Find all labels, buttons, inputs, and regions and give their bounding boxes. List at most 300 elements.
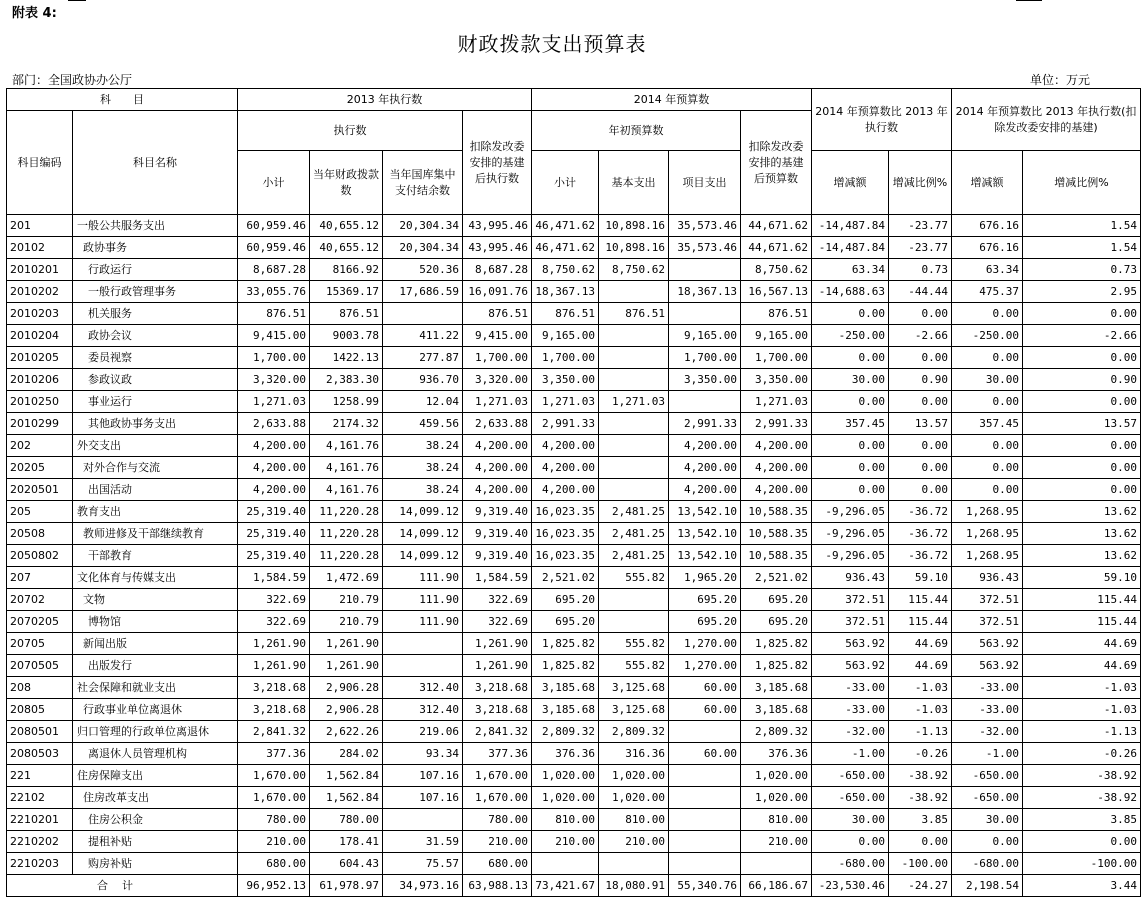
table-row	[7, 611, 1141, 633]
value-cell: 111.90	[383, 589, 463, 611]
table-row	[7, 501, 1141, 523]
value-cell: 936.70	[383, 369, 463, 391]
value-cell: 372.51	[812, 589, 889, 611]
value-cell: 555.82	[599, 633, 669, 655]
subject-code-cell: 20702	[7, 589, 73, 611]
value-cell: -680.00	[952, 853, 1023, 875]
value-cell: 1,700.00	[463, 347, 532, 369]
subject-name-cell: 出国活动	[73, 479, 238, 501]
total-value-cell: 55,340.76	[669, 875, 741, 897]
subject-name-cell: 离退休人员管理机构	[73, 743, 238, 765]
table-row	[7, 567, 1141, 589]
value-cell: 357.45	[952, 413, 1023, 435]
value-cell: 44,671.62	[741, 215, 812, 237]
value-cell: 0.00	[889, 303, 952, 325]
value-cell: -33.00	[812, 699, 889, 721]
value-cell: -650.00	[812, 787, 889, 809]
value-cell: 0.00	[889, 479, 952, 501]
value-cell: 0.00	[889, 435, 952, 457]
value-cell: 676.16	[952, 215, 1023, 237]
value-cell: 1,965.20	[669, 567, 741, 589]
value-cell: -33.00	[952, 677, 1023, 699]
value-cell: 1,670.00	[238, 787, 310, 809]
value-cell	[669, 831, 741, 853]
value-cell: 14,099.12	[383, 501, 463, 523]
corner-line-left	[68, 0, 86, 1]
subject-code-cell: 2010250	[7, 391, 73, 413]
header-budget-excl: 扣除发改委安排的基建后预算数	[741, 111, 812, 215]
value-cell	[669, 765, 741, 787]
unit-label: 单位：万元	[1029, 73, 1090, 87]
value-cell: 4,200.00	[741, 457, 812, 479]
value-cell: 4,200.00	[532, 457, 599, 479]
value-cell: 695.20	[669, 589, 741, 611]
header-2014-budget: 2014 年预算数	[532, 89, 812, 111]
value-cell: 8,750.62	[599, 259, 669, 281]
value-cell: 377.36	[238, 743, 310, 765]
value-cell: 2,809.32	[532, 721, 599, 743]
value-cell: 13,542.10	[669, 501, 741, 523]
table-row	[7, 589, 1141, 611]
value-cell: 0.00	[889, 457, 952, 479]
subject-name-cell: 教育支出	[73, 501, 238, 523]
value-cell	[669, 809, 741, 831]
subject-code-cell: 2210201	[7, 809, 73, 831]
value-cell: 3,125.68	[599, 677, 669, 699]
value-cell: 0.00	[952, 303, 1023, 325]
value-cell: -23.77	[889, 237, 952, 259]
value-cell: 9,165.00	[532, 325, 599, 347]
value-cell: 2,521.02	[741, 567, 812, 589]
value-cell	[599, 853, 669, 875]
value-cell: -250.00	[952, 325, 1023, 347]
value-cell: 322.69	[238, 611, 310, 633]
value-cell: 1,270.00	[669, 655, 741, 677]
value-cell: 1,020.00	[741, 787, 812, 809]
value-cell: -250.00	[812, 325, 889, 347]
value-cell: 3,350.00	[532, 369, 599, 391]
value-cell: 12.04	[383, 391, 463, 413]
value-cell: 11,220.28	[310, 523, 383, 545]
value-cell: 810.00	[532, 809, 599, 831]
value-cell: 17,686.59	[383, 281, 463, 303]
value-cell: 2174.32	[310, 413, 383, 435]
value-cell: 0.00	[812, 391, 889, 413]
subject-code-cell: 20508	[7, 523, 73, 545]
value-cell: 115.44	[889, 611, 952, 633]
value-cell	[599, 281, 669, 303]
subject-name-cell: 行政事业单位离退休	[73, 699, 238, 721]
value-cell: -650.00	[812, 765, 889, 787]
value-cell: 680.00	[238, 853, 310, 875]
value-cell: 563.92	[812, 655, 889, 677]
table-row	[7, 633, 1141, 655]
value-cell: 0.00	[812, 347, 889, 369]
value-cell: 2,633.88	[238, 413, 310, 435]
value-cell: 0.00	[1023, 831, 1141, 853]
value-cell: 1,562.84	[310, 787, 383, 809]
value-cell: 210.00	[463, 831, 532, 853]
value-cell: 10,588.35	[741, 545, 812, 567]
value-cell: 0.00	[812, 435, 889, 457]
value-cell: 1,825.82	[532, 655, 599, 677]
budget-table	[6, 88, 1141, 897]
value-cell: -14,487.84	[812, 215, 889, 237]
value-cell: 9,165.00	[669, 325, 741, 347]
value-cell: -2.66	[889, 325, 952, 347]
subject-code-cell: 2070205	[7, 611, 73, 633]
value-cell: 8166.92	[310, 259, 383, 281]
value-cell: 111.90	[383, 611, 463, 633]
subject-name-cell: 教师进修及干部继续教育	[73, 523, 238, 545]
value-cell: 14,099.12	[383, 545, 463, 567]
subject-name-cell: 文化体育与传媒支出	[73, 567, 238, 589]
value-cell: 107.16	[383, 765, 463, 787]
subject-code-cell: 2080503	[7, 743, 73, 765]
value-cell: 9,319.40	[463, 545, 532, 567]
value-cell: 219.06	[383, 721, 463, 743]
value-cell: 16,023.35	[532, 523, 599, 545]
value-cell: 876.51	[310, 303, 383, 325]
value-cell: -650.00	[952, 787, 1023, 809]
value-cell	[599, 457, 669, 479]
value-cell: 1,261.90	[238, 633, 310, 655]
value-cell: 2,991.33	[669, 413, 741, 435]
value-cell: 0.00	[952, 391, 1023, 413]
table-row	[7, 391, 1141, 413]
value-cell: 316.36	[599, 743, 669, 765]
value-cell: 1,268.95	[952, 545, 1023, 567]
value-cell: 322.69	[463, 611, 532, 633]
value-cell: -680.00	[812, 853, 889, 875]
total-value-cell: 63,988.13	[463, 875, 532, 897]
value-cell: 14,099.12	[383, 523, 463, 545]
subject-name-cell: 社会保障和就业支出	[73, 677, 238, 699]
subject-code-cell: 2010204	[7, 325, 73, 347]
value-cell: 210.79	[310, 589, 383, 611]
value-cell: 13.57	[1023, 413, 1141, 435]
value-cell: 1,261.90	[310, 633, 383, 655]
value-cell: 0.00	[812, 303, 889, 325]
value-cell: 1,271.03	[599, 391, 669, 413]
value-cell: 1,584.59	[463, 567, 532, 589]
value-cell: 3,185.68	[532, 677, 599, 699]
value-cell: 2,906.28	[310, 677, 383, 699]
value-cell: 0.73	[889, 259, 952, 281]
subject-code-cell: 20205	[7, 457, 73, 479]
value-cell: 0.00	[1023, 303, 1141, 325]
subject-code-cell: 2020501	[7, 479, 73, 501]
value-cell: 9,319.40	[463, 523, 532, 545]
subject-code-cell: 2010206	[7, 369, 73, 391]
value-cell	[383, 633, 463, 655]
value-cell: -36.72	[889, 545, 952, 567]
value-cell: 1,020.00	[599, 765, 669, 787]
subject-code-cell: 205	[7, 501, 73, 523]
value-cell: 372.51	[952, 589, 1023, 611]
value-cell: -38.92	[889, 765, 952, 787]
corner-line-right	[1016, 0, 1042, 1]
table-row	[7, 369, 1141, 391]
value-cell	[669, 787, 741, 809]
value-cell: 9,319.40	[463, 501, 532, 523]
value-cell: 75.57	[383, 853, 463, 875]
table-row	[7, 655, 1141, 677]
value-cell: 10,588.35	[741, 501, 812, 523]
value-cell: 372.51	[812, 611, 889, 633]
value-cell: 3.85	[1023, 809, 1141, 831]
value-cell: 46,471.62	[532, 237, 599, 259]
value-cell: 0.00	[889, 831, 952, 853]
value-cell: 20,304.34	[383, 237, 463, 259]
header-compare-exec-excl: 2014 年预算数比 2013 年执行数(扣除发改委安排的基建)	[952, 89, 1141, 151]
subject-code-cell: 2210202	[7, 831, 73, 853]
value-cell: -1.13	[889, 721, 952, 743]
value-cell: 3,218.68	[463, 699, 532, 721]
value-cell: 115.44	[1023, 589, 1141, 611]
value-cell: 4,200.00	[238, 457, 310, 479]
value-cell: 44,671.62	[741, 237, 812, 259]
total-value-cell: 73,421.67	[532, 875, 599, 897]
value-cell: 322.69	[463, 589, 532, 611]
subject-name-cell: 出版发行	[73, 655, 238, 677]
subject-code-cell: 2010203	[7, 303, 73, 325]
value-cell: 44.69	[889, 655, 952, 677]
value-cell: 9003.78	[310, 325, 383, 347]
value-cell: 40,655.12	[310, 215, 383, 237]
value-cell: 30.00	[812, 369, 889, 391]
value-cell	[383, 655, 463, 677]
total-value-cell: 66,186.67	[741, 875, 812, 897]
value-cell: -100.00	[1023, 853, 1141, 875]
header-subtotal-2013: 小计	[238, 151, 310, 215]
value-cell: 9,415.00	[238, 325, 310, 347]
value-cell: 8,750.62	[741, 259, 812, 281]
value-cell: 695.20	[669, 611, 741, 633]
value-cell: -1.13	[1023, 721, 1141, 743]
table-row	[7, 699, 1141, 721]
value-cell: 2,809.32	[741, 721, 812, 743]
value-cell: 1,268.95	[952, 501, 1023, 523]
subject-name-cell: 购房补贴	[73, 853, 238, 875]
subject-name-cell: 住房保障支出	[73, 765, 238, 787]
value-cell: 376.36	[532, 743, 599, 765]
value-cell: 284.02	[310, 743, 383, 765]
value-cell: 695.20	[532, 589, 599, 611]
value-cell: 2,991.33	[532, 413, 599, 435]
subject-code-cell: 20102	[7, 237, 73, 259]
value-cell: 2,481.25	[599, 545, 669, 567]
value-cell: 33,055.76	[238, 281, 310, 303]
value-cell: 63.34	[812, 259, 889, 281]
total-value-cell: 2,198.54	[952, 875, 1023, 897]
value-cell: 13.62	[1023, 545, 1141, 567]
subject-code-cell: 2010202	[7, 281, 73, 303]
table-row	[7, 743, 1141, 765]
value-cell: 3,320.00	[463, 369, 532, 391]
value-cell: 30.00	[812, 809, 889, 831]
value-cell: -23.77	[889, 215, 952, 237]
value-cell: 11,220.28	[310, 545, 383, 567]
department-label: 部门：全国政协办公厅	[12, 73, 133, 87]
value-cell: -38.92	[1023, 787, 1141, 809]
value-cell: 44.69	[889, 633, 952, 655]
value-cell: 0.00	[952, 347, 1023, 369]
value-cell: 555.82	[599, 567, 669, 589]
subject-code-cell: 221	[7, 765, 73, 787]
value-cell: 3,218.68	[238, 677, 310, 699]
value-cell: -38.92	[889, 787, 952, 809]
subject-name-cell: 文物	[73, 589, 238, 611]
value-cell: 210.00	[238, 831, 310, 853]
value-cell: 8,687.28	[238, 259, 310, 281]
subject-code-cell: 22102	[7, 787, 73, 809]
value-cell: 40,655.12	[310, 237, 383, 259]
table-row	[7, 215, 1141, 237]
value-cell: 0.00	[1023, 479, 1141, 501]
subject-name-cell: 一般行政管理事务	[73, 281, 238, 303]
value-cell: -9,296.05	[812, 523, 889, 545]
value-cell: 1.54	[1023, 237, 1141, 259]
header-change-ratio-1: 增减比例%	[889, 151, 952, 215]
value-cell: 695.20	[741, 589, 812, 611]
subject-code-cell: 2080501	[7, 721, 73, 743]
value-cell: 0.00	[812, 831, 889, 853]
value-cell: 10,898.16	[599, 215, 669, 237]
subject-name-cell: 博物馆	[73, 611, 238, 633]
value-cell: 4,161.76	[310, 479, 383, 501]
value-cell: 4,200.00	[669, 479, 741, 501]
value-cell: 377.36	[463, 743, 532, 765]
value-cell: 2,841.32	[463, 721, 532, 743]
value-cell: 0.00	[1023, 457, 1141, 479]
subject-name-cell: 行政运行	[73, 259, 238, 281]
value-cell: -36.72	[889, 501, 952, 523]
value-cell: 10,588.35	[741, 523, 812, 545]
value-cell: 1,020.00	[532, 787, 599, 809]
subject-name-cell: 参政议政	[73, 369, 238, 391]
table-row	[7, 545, 1141, 567]
subject-name-cell: 外交支出	[73, 435, 238, 457]
value-cell: 20,304.34	[383, 215, 463, 237]
value-cell: 1,270.00	[669, 633, 741, 655]
value-cell: 4,161.76	[310, 457, 383, 479]
value-cell	[532, 853, 599, 875]
header-change-amount-2: 增减额	[952, 151, 1023, 215]
value-cell: 0.90	[1023, 369, 1141, 391]
value-cell: 60.00	[669, 743, 741, 765]
value-cell: 357.45	[812, 413, 889, 435]
value-cell	[599, 413, 669, 435]
value-cell: 43,995.46	[463, 215, 532, 237]
value-cell: 0.00	[812, 479, 889, 501]
value-cell: 680.00	[463, 853, 532, 875]
value-cell: 2,906.28	[310, 699, 383, 721]
subject-name-cell: 政协会议	[73, 325, 238, 347]
table-row	[7, 413, 1141, 435]
value-cell	[669, 391, 741, 413]
value-cell: 411.22	[383, 325, 463, 347]
value-cell: 3,218.68	[463, 677, 532, 699]
subject-name-cell: 政协事务	[73, 237, 238, 259]
value-cell: 44.69	[1023, 655, 1141, 677]
value-cell: 1,700.00	[741, 347, 812, 369]
value-cell: 25,319.40	[238, 545, 310, 567]
value-cell: 1,825.82	[741, 655, 812, 677]
total-value-cell: 3.44	[1023, 875, 1141, 897]
value-cell	[383, 303, 463, 325]
value-cell: 2.95	[1023, 281, 1141, 303]
table-row	[7, 765, 1141, 787]
header-subject-name: 科目名称	[73, 111, 238, 215]
table-row	[7, 303, 1141, 325]
table-row	[7, 479, 1141, 501]
value-cell: 1,268.95	[952, 523, 1023, 545]
value-cell: 695.20	[741, 611, 812, 633]
total-label: 合计	[7, 875, 238, 897]
value-cell: 277.87	[383, 347, 463, 369]
value-cell: 210.00	[532, 831, 599, 853]
value-cell: 35,573.46	[669, 215, 741, 237]
value-cell: 3,125.68	[599, 699, 669, 721]
subject-name-cell: 一般公共服务支出	[73, 215, 238, 237]
value-cell: 810.00	[599, 809, 669, 831]
value-cell: 210.00	[741, 831, 812, 853]
value-cell: 60,959.46	[238, 215, 310, 237]
subject-name-cell: 归口管理的行政单位离退休	[73, 721, 238, 743]
value-cell: 31.59	[383, 831, 463, 853]
value-cell: 4,200.00	[238, 435, 310, 457]
value-cell: 2,481.25	[599, 501, 669, 523]
value-cell: -9,296.05	[812, 501, 889, 523]
value-cell: 25,319.40	[238, 501, 310, 523]
value-cell: 115.44	[889, 589, 952, 611]
value-cell: 876.51	[532, 303, 599, 325]
header-initial-budget: 年初预算数	[532, 111, 741, 151]
value-cell: 46,471.62	[532, 215, 599, 237]
value-cell: 4,161.76	[310, 435, 383, 457]
value-cell: 4,200.00	[669, 435, 741, 457]
value-cell: 44.69	[1023, 633, 1141, 655]
subject-code-cell: 207	[7, 567, 73, 589]
value-cell: -36.72	[889, 523, 952, 545]
subject-name-cell: 提租补贴	[73, 831, 238, 853]
table-row	[7, 281, 1141, 303]
value-cell: 563.92	[952, 655, 1023, 677]
subject-code-cell: 20705	[7, 633, 73, 655]
header-basic-expense: 基本支出	[599, 151, 669, 215]
value-cell: -32.00	[812, 721, 889, 743]
value-cell: -33.00	[812, 677, 889, 699]
value-cell: 11,220.28	[310, 501, 383, 523]
value-cell: 13,542.10	[669, 523, 741, 545]
value-cell: 18,367.13	[532, 281, 599, 303]
value-cell: 676.16	[952, 237, 1023, 259]
value-cell: 25,319.40	[238, 523, 310, 545]
value-cell: 0.00	[952, 435, 1023, 457]
value-cell: 876.51	[463, 303, 532, 325]
value-cell	[669, 303, 741, 325]
value-cell: -33.00	[952, 699, 1023, 721]
value-cell: 3,185.68	[532, 699, 599, 721]
value-cell: 15369.17	[310, 281, 383, 303]
value-cell: -14,688.63	[812, 281, 889, 303]
header-change-amount-1: 增减额	[812, 151, 889, 215]
value-cell: 1,271.03	[463, 391, 532, 413]
value-cell: 322.69	[238, 589, 310, 611]
value-cell: 459.56	[383, 413, 463, 435]
table-row	[7, 721, 1141, 743]
